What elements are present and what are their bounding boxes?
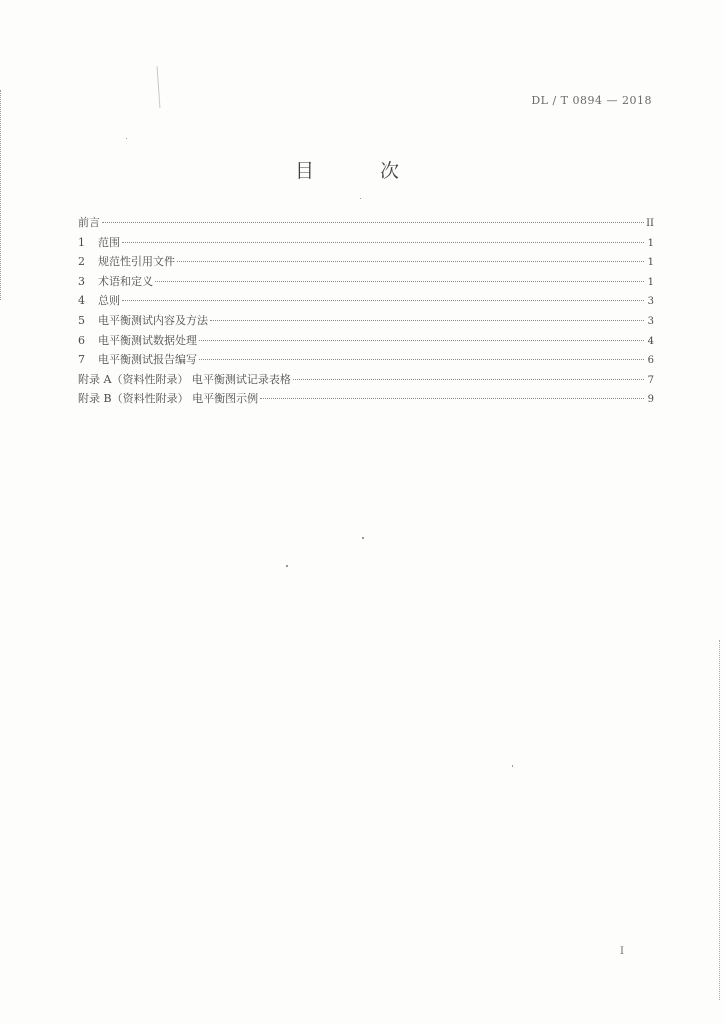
toc-entry-data-processing[interactable]: [78, 332, 654, 352]
toc-entry-scope[interactable]: [78, 234, 654, 254]
toc-entry-terms-definitions[interactable]: [78, 273, 654, 293]
page-number: I: [620, 946, 624, 957]
scan-speck: [286, 565, 288, 567]
toc-entry-number: 2: [78, 255, 85, 269]
toc-entry-text: 电平衡测试报告编写: [98, 353, 197, 367]
toc-entry-number: 6: [78, 333, 85, 347]
toc-leader-dots: [177, 261, 644, 262]
toc-entry-page: 1: [647, 257, 654, 269]
toc-entry-appendix-a[interactable]: [78, 371, 654, 391]
toc-entry-normative-references[interactable]: [78, 253, 654, 273]
toc-title: 目 次: [294, 160, 430, 182]
toc-leader-dots: [102, 222, 644, 223]
toc-entry-report-writing[interactable]: [78, 351, 654, 371]
toc-entry-test-content-methods[interactable]: [78, 312, 654, 332]
toc-entry-general[interactable]: [78, 292, 654, 312]
toc-entry-number: 5: [78, 313, 85, 327]
toc-entry-text: 总则: [98, 294, 120, 308]
toc-entry-page: 1: [647, 276, 654, 288]
toc-leader-dots: [199, 359, 644, 360]
toc-entry-text: 术语和定义: [98, 274, 153, 288]
standard-number: DL / T 0894 — 2018: [531, 94, 652, 107]
toc-entry-appendix-b[interactable]: [78, 390, 654, 410]
toc-entry-foreword[interactable]: [78, 214, 654, 234]
toc-entry-number: 3: [78, 274, 85, 288]
toc-leader-dots: [293, 379, 644, 380]
scan-speck: [362, 537, 364, 539]
toc-leader-dots: [260, 398, 644, 399]
toc-entry-text: 附录 A（资料性附录） 电平衡测试记录表格: [78, 372, 291, 386]
toc-leader-dots: [122, 242, 644, 243]
toc-leader-dots: [155, 281, 644, 282]
toc-entry-text: 电平衡测试内容及方法: [98, 313, 208, 327]
toc-leader-dots: [122, 300, 644, 301]
toc-leader-dots: [199, 340, 644, 341]
toc-entry-text: 规范性引用文件: [98, 255, 175, 269]
scan-edge-marks-right: [716, 640, 720, 1000]
scan-artifact-stroke: [157, 66, 163, 108]
scan-speck: [512, 765, 513, 767]
toc-entry-page: 7: [647, 374, 654, 386]
scan-speck: [126, 138, 127, 139]
toc-entry-page: 9: [647, 394, 654, 406]
toc-entry-number: 4: [78, 294, 85, 308]
toc-entry-number: 7: [78, 353, 85, 367]
scan-speck: [360, 198, 361, 199]
toc-entry-text: 附录 B（资料性附录） 电平衡图示例: [78, 392, 259, 406]
scan-edge-marks-left: [0, 90, 4, 300]
toc-entry-text: 前言: [78, 216, 100, 229]
toc-entry-number: 1: [78, 235, 85, 249]
toc-entry-page: 6: [647, 355, 654, 367]
toc-entry-text: 范围: [98, 235, 120, 249]
toc-entry-text: 电平衡测试数据处理: [98, 333, 197, 347]
toc-entry-page: 3: [647, 315, 654, 327]
table-of-contents: [78, 214, 654, 410]
toc-entry-page: 3: [647, 296, 654, 308]
toc-entry-page: 1: [647, 237, 654, 249]
toc-entry-page: II: [646, 218, 654, 229]
toc-entry-page: 4: [647, 335, 654, 347]
toc-leader-dots: [210, 320, 644, 321]
